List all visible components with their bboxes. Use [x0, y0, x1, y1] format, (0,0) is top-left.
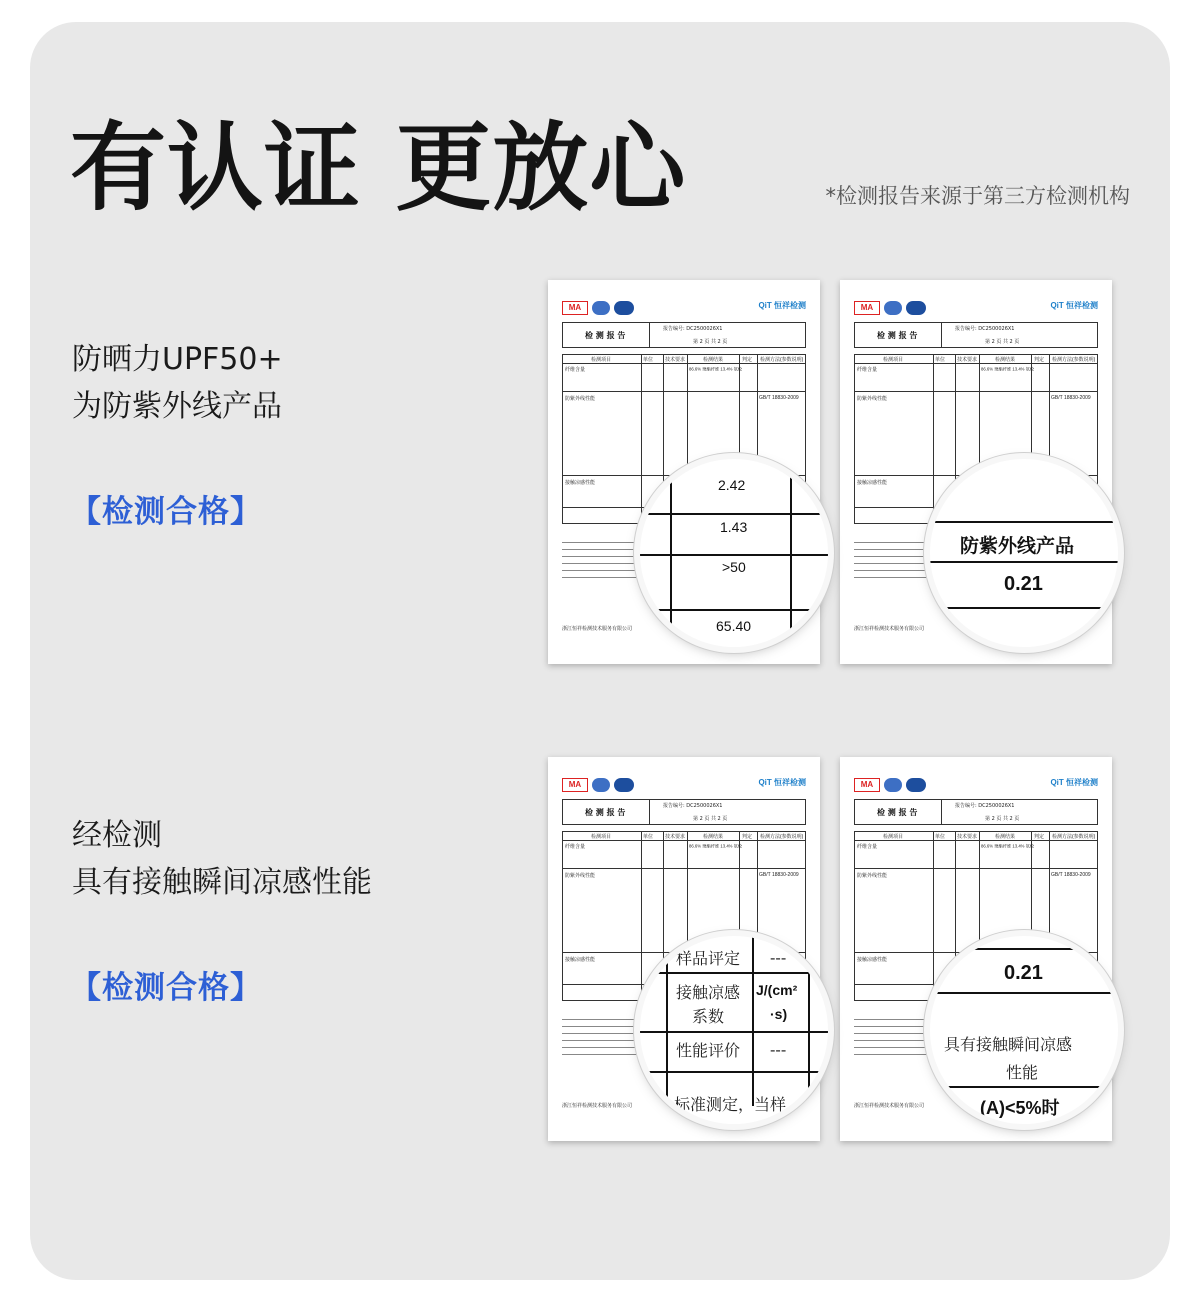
report-page: 第 2 页 共 2 页: [693, 339, 728, 345]
report-table: 检测项目 单位 技术要求 检测结果 判定 检测方法(参数说明) 纤维含量 86.6% 聚酯纤维 13.4% 氨纶 防紫外线性能 GB/T 18830-2009 接触凉感性能: [562, 831, 806, 1001]
uv-value-2: 1.43: [720, 519, 748, 535]
cert-logos: [854, 777, 926, 793]
magnifier-cool-table: [640, 936, 828, 1124]
report-footer: 浙江恒祥检测技术服务有限公司: [854, 1103, 925, 1109]
cool-row-coef-unit-b: ·s): [770, 1006, 788, 1022]
report-title: 检 测 报 告: [877, 331, 918, 340]
report-footer: 浙江恒祥检测技术服务有限公司: [562, 626, 633, 632]
cnas-logo-icon: [906, 778, 926, 792]
ilac-logo-icon: [884, 778, 902, 792]
cert-logos: [854, 300, 926, 316]
uv-value-4: 65.40: [716, 618, 752, 634]
report-footer: 浙江恒祥检测技术服务有限公司: [562, 1103, 633, 1109]
ma-logo: MA: [854, 301, 880, 315]
cool-row-evaluation: 样品评定: [676, 949, 741, 968]
report-page: 第 2 页 共 2 页: [693, 816, 728, 822]
cool-row-coef-a: 接触凉感: [676, 983, 741, 1002]
cool-label-line2: 性能: [1006, 1063, 1039, 1082]
report-title: 检 测 报 告: [585, 808, 626, 817]
section-uv-badge: 【检测合格】: [70, 494, 262, 530]
section-cool-description: [72, 812, 372, 907]
magnifier-uv-values: [640, 459, 828, 647]
report-table: 检测项目 单位 技术要求 检测结果 判定 检测方法(参数说明) 纤维含量 86.6% 聚酯纤维 13.4% 氨纶 防紫外线性能 GB/T 18830-2009 接触凉感性能: [562, 354, 806, 524]
ilac-logo-icon: [884, 301, 902, 315]
cnas-logo-icon: [906, 301, 926, 315]
report-number: 报告编号: DC2500026X1: [955, 326, 1015, 332]
section-uv-line2: 为防紫外线产品: [72, 389, 282, 425]
uv-label-value: 0.21: [1004, 573, 1043, 595]
section-cool-line1: 经检测: [72, 818, 162, 853]
ilac-logo-icon: [592, 778, 610, 792]
cnas-logo-icon: [614, 778, 634, 792]
report-table: 检测项目 单位 技术要求 检测结果 判定 检测方法(参数说明) 纤维含量 86.6% 聚酯纤维 13.4% 氨纶 防紫外线性能 GB/T 18830-2009 接触凉感性能: [854, 831, 1098, 1001]
cool-row-performance: 性能评价: [676, 1041, 741, 1060]
cert-logos: [562, 777, 634, 793]
report-footer: 浙江恒祥检测技术服务有限公司: [854, 626, 925, 632]
magnifier-cool-label: [930, 936, 1118, 1124]
cool-row-coef-b: 系数: [692, 1007, 725, 1026]
cool-standard-note: 标准测定，当样: [674, 1095, 787, 1114]
qit-logo: QiT 恒祥检测: [1050, 301, 1098, 310]
report-title-box: [854, 799, 1098, 825]
report-title: 检 测 报 告: [877, 808, 918, 817]
report-number: 报告编号: DC2500026X1: [663, 326, 723, 332]
report-page: 第 2 页 共 2 页: [985, 339, 1020, 345]
qit-logo: QiT 恒祥检测: [1050, 778, 1098, 787]
section-cool-badge: 【检测合格】: [70, 970, 262, 1006]
report-title-box: [562, 322, 806, 348]
uv-value-1: 2.42: [718, 477, 746, 493]
report-page: 第 2 页 共 2 页: [985, 816, 1020, 822]
cool-label-value: 0.21: [1004, 962, 1043, 984]
cool-label-bottom: (A)<5%时: [980, 1098, 1060, 1118]
cool-row-evaluation-value: ---: [770, 948, 787, 967]
report-number: 报告编号: DC2500026X1: [955, 803, 1015, 809]
ma-logo: MA: [562, 778, 588, 792]
report-number: 报告编号: DC2500026X1: [663, 803, 723, 809]
cool-row-performance-value: ---: [770, 1040, 787, 1059]
uv-value-3: >50: [722, 559, 746, 575]
report-title-box: [854, 322, 1098, 348]
ilac-logo-icon: [592, 301, 610, 315]
ma-logo: MA: [562, 301, 588, 315]
section-uv-description: [72, 336, 283, 431]
section-uv-line1: 防晒力UPF50+: [72, 342, 283, 377]
cnas-logo-icon: [614, 301, 634, 315]
cool-row-coef-unit-a: J/(cm²: [756, 982, 798, 998]
report-title-box: [562, 799, 806, 825]
ma-logo: MA: [854, 778, 880, 792]
uv-product-label: 防紫外线产品: [960, 535, 1075, 557]
qit-logo: QiT 恒祥检测: [758, 778, 806, 787]
report-notes: [562, 1019, 652, 1061]
page-title: 有认证 更放心: [70, 112, 687, 224]
cert-logos: [562, 300, 634, 316]
magnifier-uv-label: [930, 459, 1118, 647]
report-title: 检 测 报 告: [585, 331, 626, 340]
source-note: *检测报告来源于第三方检测机构: [825, 184, 1130, 208]
qit-logo: QiT 恒祥检测: [758, 301, 806, 310]
report-table: 检测项目 单位 技术要求 检测结果 判定 检测方法(参数说明) 纤维含量 86.6% 聚酯纤维 13.4% 氨纶 防紫外线性能 GB/T 18830-2009 接触凉感性能: [854, 354, 1098, 524]
report-notes: [562, 542, 652, 584]
section-cool-line2: 具有接触瞬间凉感性能: [72, 865, 372, 901]
cool-label-line1: 具有接触瞬间凉感: [944, 1035, 1073, 1054]
